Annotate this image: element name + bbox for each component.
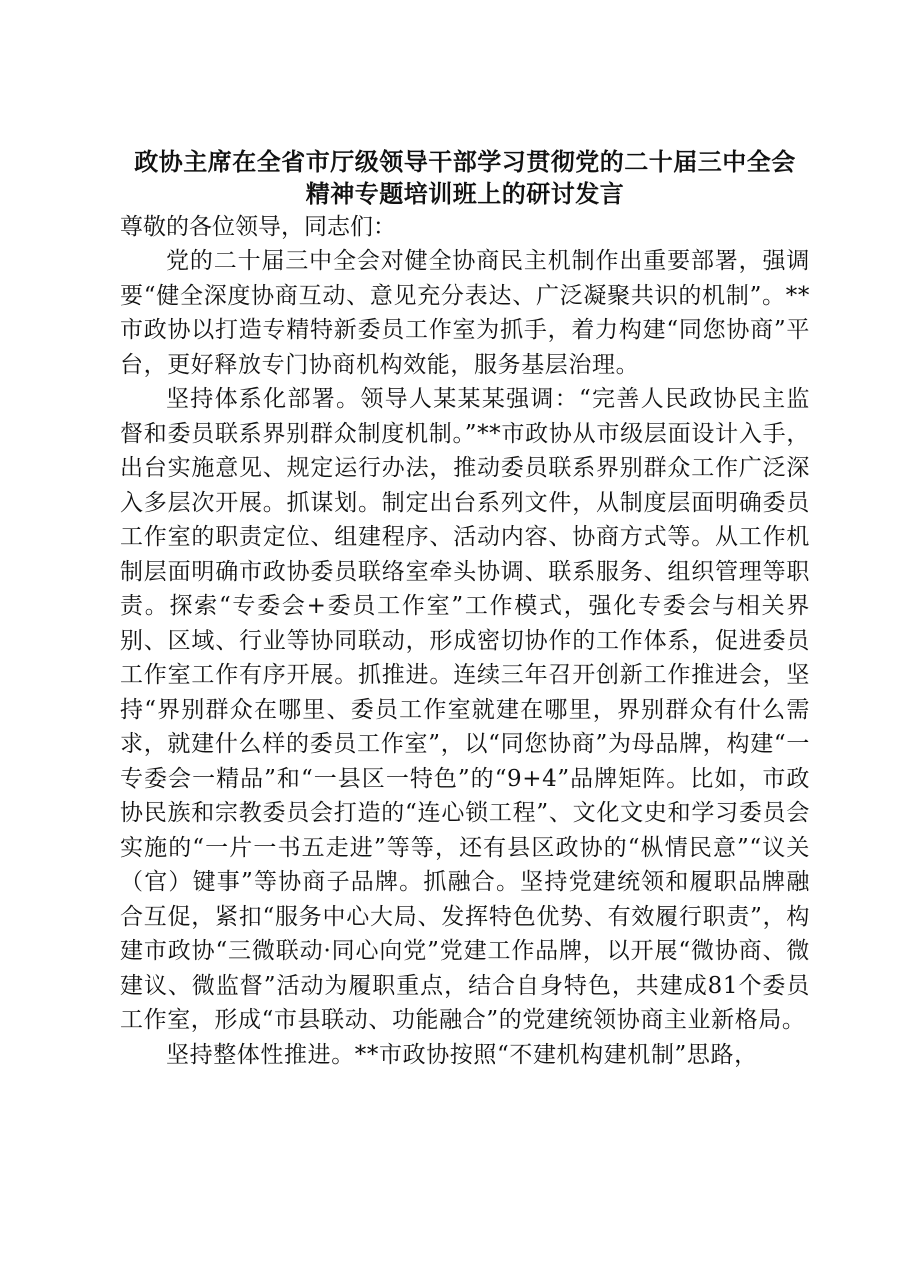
title-line-2: 精神专题培训班上的研讨发言 [305,179,625,208]
paragraph-holistic-advancement: 坚持整体性推进。**市政协按照“不建机构建机制”思路， [166,1041,758,1068]
paragraph-intro: 党的二十届三中全会对健全协商民主机制作出重要部署，强调要“健全深度协商互动、意见充分表达、广泛凝聚共识的机制”。**市政协以打造专精特新委员工作室为抓手，着力构建“同您协商”平台，更好释放专门协商机构效能，服务基层治理。 [120,248,810,378]
document-title [120,146,810,210]
salutation: 尊敬的各位领导，同志们： [120,214,396,240]
paragraph-systematic-deployment: 坚持体系化部署。领导人某某某强调：“完善人民政协民主监督和委员联系界别群众制度机制。”**市政协从市级层面设计入手，出台实施意见、规定运行办法，推动委员联系界别群众工作广泛深入多层次开展。抓谋划。制定出台系列文件，从制度层面明确委员工作室的职责定位、组建程序、活动内容、协商方式等。从工作机制层面明确市政协委员联络室牵头协调、联系服务、组织管理等职责。探索“专委会+委员工作室”工作模式，强化专委会与相关界别、区域、行业等协同联动，形成密切协作的工作体系，促进委员工作室工作有序开展。抓推进。连续三年召开创新工作推进会，坚持“界别群众在哪里、委员工作室就建在哪里，界别群众有什么需求，就建什么样的委员工作室”，以“同您协商”为母品牌，构建“一专委会一精品”和“一县区一特色”的“9+4”品牌矩阵。比如，市政协民族和宗教委员会打造的“连心锁工程”、文化文史和学习委员会实施的“一片一书五走进”等等，还有县区政协的“枞情民意”“议关（官）键事”等协商子品牌。抓融合。坚持党建统领和履职品牌融合互促，紧扣“服务中心大局、发挥特色优势、有效履行职责”，构建市政协“三微联动·同心向党”党建工作品牌，以开展“微协商、微建议、微监督”活动为履职重点，结合自身特色，共建成81个委员工作室，形成“市县联动、功能融合”的党建统领协商主业新格局。 [120,386,810,1033]
document-body [120,146,810,1072]
title-line-1: 政协主席在全省市厅级领导干部学习贯彻党的二十届三中全会 [134,147,796,176]
